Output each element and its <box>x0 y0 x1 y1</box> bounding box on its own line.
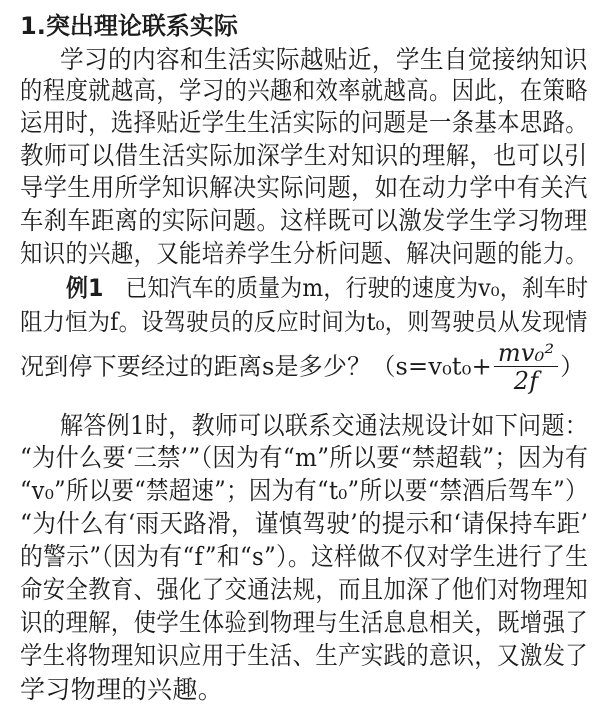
text-line: “为什么要‘三禁’”（因为有“m”所以要“禁超载”；因为有 <box>20 443 589 472</box>
section-heading: 1.突出理论联系实际 <box>20 12 238 40</box>
text-line: 知识的兴趣，又能培养学生分析问题、解决问题的能力。 <box>20 239 589 268</box>
example-text: 已知汽车的质量为m，行驶的速度为v₀，刹车时 <box>125 274 589 302</box>
fraction-denominator: 2f <box>513 367 539 396</box>
text-line: 的警示”（因为有“f”和“s”）。这样做不仅对学生进行了生 <box>20 542 589 571</box>
text-line: 识的理解，使学生体验到物理与生活息息相关，既增强了 <box>20 608 589 637</box>
text-line: 学习物理的兴趣。 <box>20 675 224 704</box>
text-line: “v₀”所以要“禁超速”；因为有“t₀”所以要“禁酒后驾车”） <box>20 476 588 505</box>
text-line: 教师可以借生活实际加深学生对知识的理解，也可以引 <box>20 141 588 170</box>
example-line: 阻力恒为f。设驾驶员的反应时间为t₀，则驾驶员从发现情 <box>20 308 588 336</box>
example-text: ） <box>560 352 585 381</box>
fraction-numerator: mv₀² <box>494 340 558 367</box>
text-line: 解答例1时，教师可以联系交通法规设计如下问题： <box>60 411 589 440</box>
text-line: 命安全教育、强化了交通法规，而且加深了他们对物理知 <box>20 575 589 604</box>
text-line: 车刹车距离的实际问题。这样既可以激发学生学习物理 <box>20 206 588 235</box>
example-text: 况到停下要经过的距离s是多少？（s=v₀t₀+ <box>20 352 492 381</box>
text-line: 导学生用所学知识解决实际问题，如在动力学中有关汽 <box>20 173 588 202</box>
text-line: 学习的内容和生活实际越贴近，学生自觉接纳知识 <box>60 45 588 74</box>
formula-fraction <box>494 340 558 396</box>
text-line: 学生将物理知识应用于生活、生产实践的意识，又激发了 <box>20 641 589 670</box>
example-line <box>66 268 588 303</box>
example-line <box>20 340 584 396</box>
text-line: “为什么有‘雨天路滑，谨慎驾驶’的提示和‘请保持车距’ <box>20 509 589 538</box>
text-line: 的程度就越高，学习的兴趣和效率就越高。因此，在策略 <box>20 76 589 105</box>
example-label: 例1 <box>66 274 104 302</box>
text-line: 运用时，选择贴近学生生活实际的问题是一条基本思路。 <box>20 108 589 137</box>
